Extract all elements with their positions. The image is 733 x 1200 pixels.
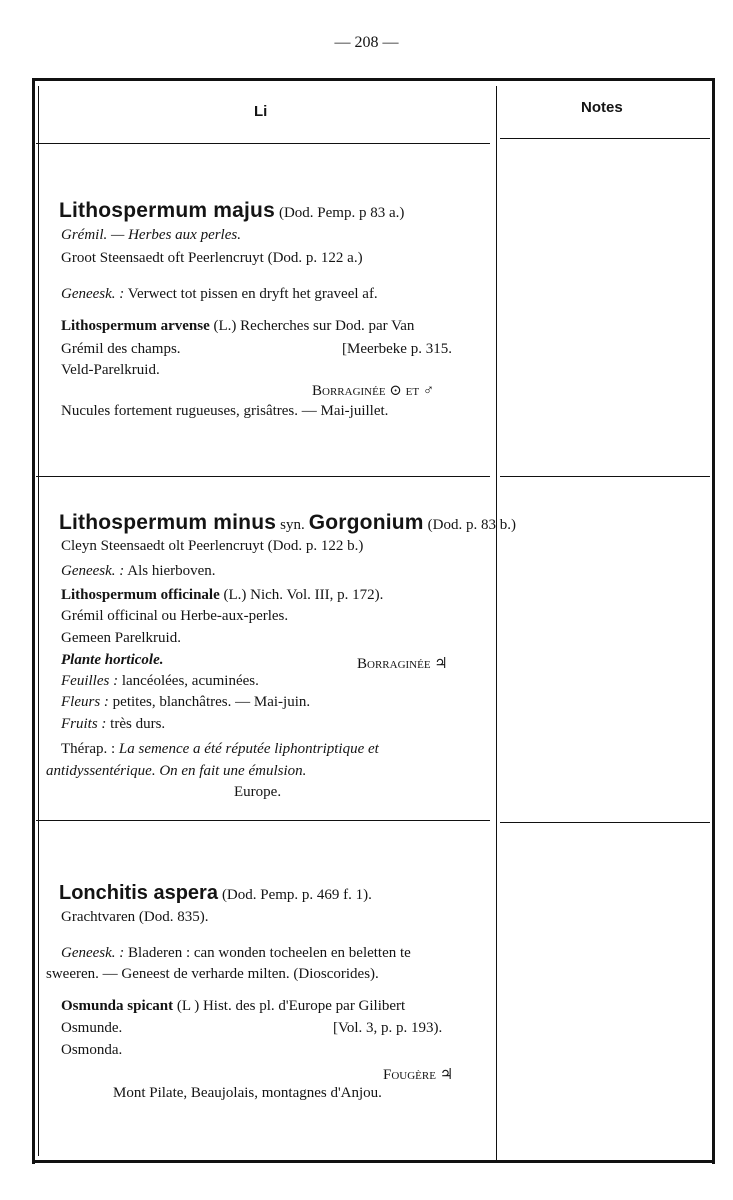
- section1-line4-text: Verwect tot pissen en dryft het graveel af.: [127, 286, 378, 302]
- section2-title-ref: (Dod. p. 83 b.): [427, 517, 516, 533]
- section1-line6-left: Grémil des champs.: [61, 341, 181, 357]
- section2-line11-label: Thérap. :: [61, 741, 116, 757]
- section1-line7: Veld-Parelkruid.: [61, 362, 160, 378]
- section2-line9-label: Fleurs :: [61, 694, 109, 710]
- section2-line12: antidyssentérique. On en fait une émulsion.: [46, 763, 307, 779]
- section2-line10-label: Fruits :: [61, 716, 107, 732]
- section2-line11-text: La semence a été réputée liphontriptique et: [118, 741, 379, 757]
- section2-line8-text: lancéolées, acuminées.: [121, 673, 259, 689]
- section2-line10-text: très durs.: [110, 716, 166, 732]
- column-header-li: Li: [254, 103, 268, 120]
- top-border: [32, 78, 714, 81]
- section2-line8-label: Feuilles :: [61, 673, 119, 689]
- bottom-border: [32, 1160, 715, 1163]
- section-rule-1-right: [500, 476, 710, 477]
- section2-title-a: Lithospermum minus: [59, 511, 277, 534]
- section2-line5: Grémil officinal ou Herbe-aux-perles.: [61, 608, 289, 624]
- section1-line4-label: Geneesk. :: [61, 286, 125, 302]
- section2-line6: Gemeen Parelkruid.: [61, 630, 181, 646]
- section2-line4-bold: Lithospermum officinale: [61, 587, 220, 603]
- section3-line5: [61, 998, 405, 1015]
- column-header-notes: Notes: [581, 99, 623, 116]
- section3-line6-left: Osmunde.: [61, 1020, 123, 1036]
- section2-line2: Cleyn Steensaedt olt Peerlencruyt (Dod. p. 122 b.): [61, 538, 364, 554]
- section1-line5-bold: Lithospermum arvense: [61, 318, 210, 334]
- section1-line2: Grémil. — Herbes aux perles.: [61, 227, 241, 243]
- page-number: — 208 —: [334, 34, 399, 51]
- section3-title-ref: (Dod. Pemp. p. 469 f. 1).: [221, 887, 372, 903]
- section3-title-line: [59, 882, 372, 905]
- section-rule-1-left: [36, 476, 490, 477]
- section2-title-b: Gorgonium: [308, 511, 424, 534]
- section3-line6-right: [Vol. 3, p. p. 193).: [333, 1020, 443, 1036]
- section1-line6-right: [Meerbeke p. 315.: [342, 341, 452, 357]
- section2-line3-label: Geneesk. :: [61, 563, 125, 579]
- section-rule-2-left: [36, 820, 490, 821]
- left-border: [32, 78, 35, 1164]
- section3-title: Lonchitis aspera: [59, 882, 218, 904]
- section3-line4: sweeren. — Geneest de verharde milten. (Dioscorides).: [46, 966, 379, 982]
- section2-line4-text: (L.) Nich. Vol. III, p. 172).: [223, 587, 384, 603]
- section1-line3: Groot Steensaedt oft Peerlencruyt (Dod. p. 122 a.): [61, 250, 363, 266]
- section1-line9: Nucules fortement rugueuses, grisâtres. — Mai-juillet.: [61, 403, 389, 419]
- section2-title-line: [59, 511, 516, 535]
- section2-line10: [61, 716, 165, 733]
- right-border: [712, 78, 715, 1164]
- section2-line3: [61, 563, 216, 580]
- section1-line5: [61, 318, 414, 335]
- section2-line7: Plante horticole.: [61, 652, 164, 668]
- section1-family: Borraginée ⊙ et ♂: [312, 383, 435, 399]
- section3-line3-text: Bladeren : can wonden tocheelen en beletten te: [128, 945, 411, 961]
- section3-line3-label: Geneesk. :: [61, 945, 125, 961]
- section-rule-2-right: [500, 822, 710, 823]
- section2-line9-text: petites, blanchâtres. — Mai-juin.: [112, 694, 311, 710]
- section3-line3: [61, 945, 411, 962]
- section2-line9: [61, 694, 310, 711]
- section2-title-syn: syn.: [280, 517, 305, 533]
- section1-line5-text: (L.) Recherches sur Dod. par Van: [213, 318, 415, 334]
- section1-line4: [61, 286, 378, 303]
- section2-line8: [61, 673, 259, 690]
- section3-line7: Osmonda.: [61, 1042, 123, 1058]
- left-inner-rule: [38, 86, 39, 1156]
- column-divider: [496, 86, 497, 1160]
- section2-family: Borraginée ♃: [357, 656, 448, 672]
- section1-title-ref: (Dod. Pemp. p 83 a.): [278, 205, 405, 221]
- section2-line3-text: Als hierboven.: [127, 563, 216, 579]
- header-rule-left: [36, 143, 490, 144]
- header-rule-right: [500, 138, 710, 139]
- section3-line2: Grachtvaren (Dod. 835).: [61, 909, 209, 925]
- section1-title: Lithospermum majus: [59, 199, 275, 222]
- section2-line11: [61, 741, 379, 758]
- section3-line5-bold: Osmunda spicant: [61, 998, 174, 1014]
- section2-line13: Europe.: [234, 784, 282, 800]
- section3-line5-text: (L ) Hist. des pl. d'Europe par Gilibert: [176, 998, 406, 1014]
- section3-line9: Mont Pilate, Beaujolais, montagnes d'Anjou.: [113, 1085, 382, 1101]
- section1-title-line: [59, 199, 404, 223]
- section3-family: Fougère ♃: [383, 1067, 454, 1083]
- section2-line4: [61, 587, 383, 604]
